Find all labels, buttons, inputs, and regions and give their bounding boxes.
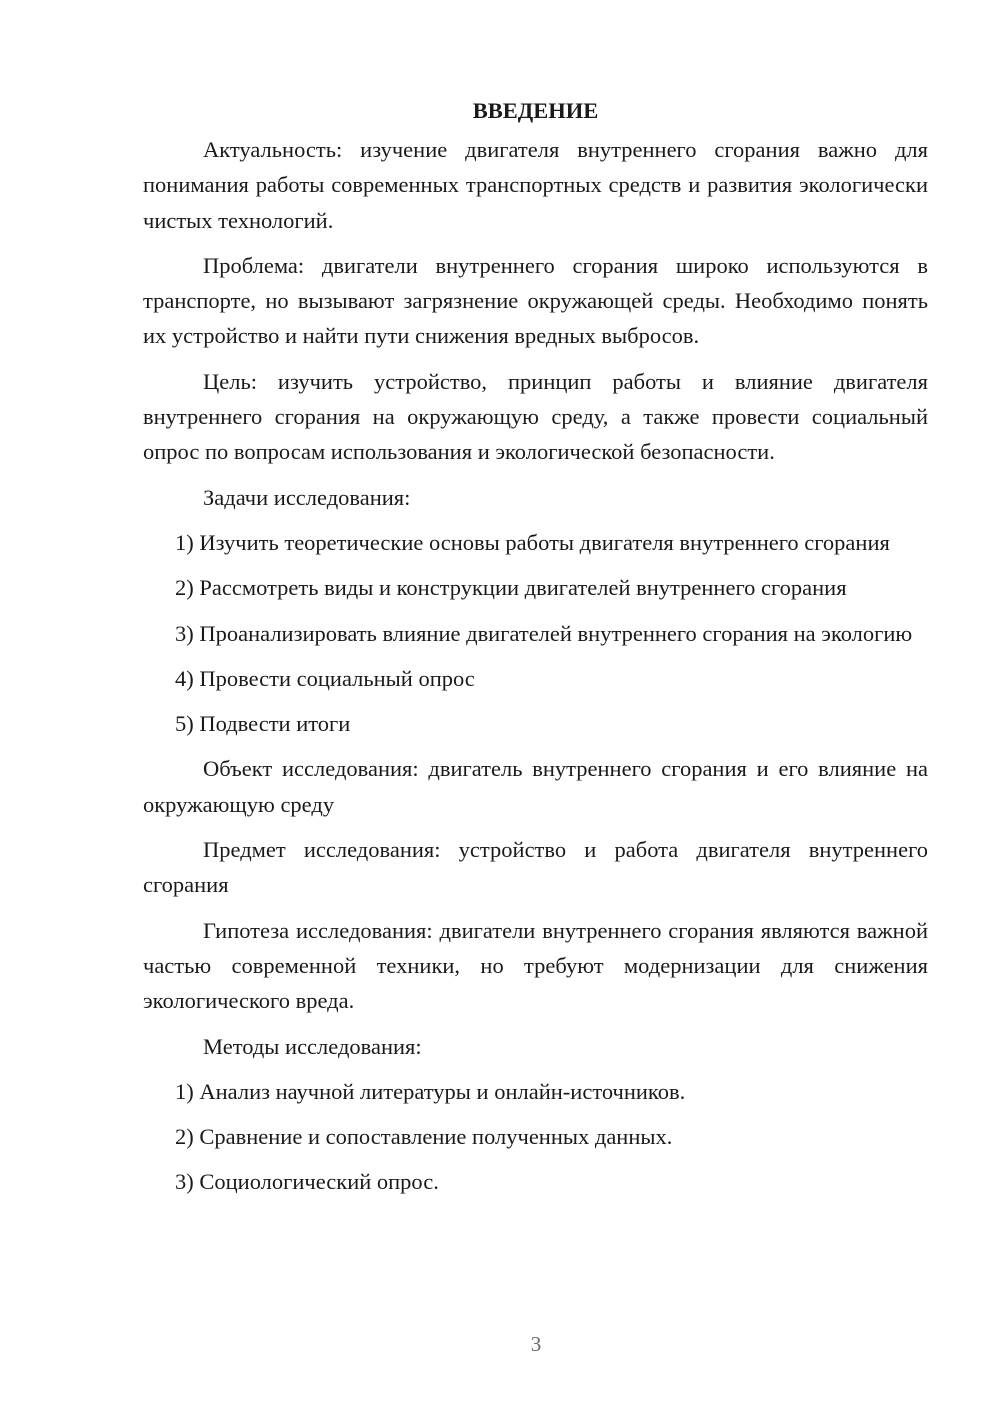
paragraph-problem: Проблема: двигатели внутреннего сгорания широко используются в транспорте, но вызывают загрязнение окружающей среды. Необходимо понять их устройство и найти пути снижения вредных выбросов.	[143, 252, 928, 349]
paragraph-goal: Цель: изучить устройство, принцип работы и влияние двигателя внутреннего сгорания на окружающую среду, а также провести социальный опрос по вопросам использования и экологической безопасности.	[143, 368, 928, 465]
task-item-1: 1) Изучить теоретические основы работы двигателя внутреннего сгорания	[175, 529, 890, 555]
document-page	[143, 95, 928, 1210]
task-item-4: 4) Провести социальный опрос	[175, 665, 475, 691]
task-item-3: 3) Проанализировать влияние двигателей внутреннего сгорания на экологию	[175, 620, 913, 646]
methods-title: Методы исследования:	[203, 1033, 422, 1059]
task-item-2: 2) Рассмотреть виды и конструкции двигателей внутреннего сгорания	[175, 575, 847, 601]
section-heading: ВВЕДЕНИЕ	[472, 98, 599, 123]
paragraph-subject: Предмет исследования: устройство и работа двигателя внутреннего сгорания	[143, 837, 928, 898]
paragraph-object: Объект исследования: двигатель внутреннего сгорания и его влияние на окружающую среду	[143, 756, 928, 817]
tasks-title: Задачи исследования:	[203, 484, 411, 510]
paragraph-hypothesis: Гипотеза исследования: двигатели внутреннего сгорания являются важной частью современной техники, но требуют модернизации для снижения экологического вреда.	[143, 917, 928, 1014]
task-item-5: 5) Подвести итоги	[175, 711, 351, 737]
paragraph-relevance: Актуальность: изучение двигателя внутреннего сгорания важно для понимания работы современных транспортных средств и развития экологически чистых технологий.	[143, 137, 928, 233]
page-number: 3	[530, 1332, 542, 1356]
method-item-2: 2) Сравнение и сопоставление полученных данных.	[175, 1124, 673, 1150]
method-item-3: 3) Социологический опрос.	[175, 1169, 439, 1195]
method-item-1: 1) Анализ научной литературы и онлайн-источников.	[175, 1078, 686, 1104]
